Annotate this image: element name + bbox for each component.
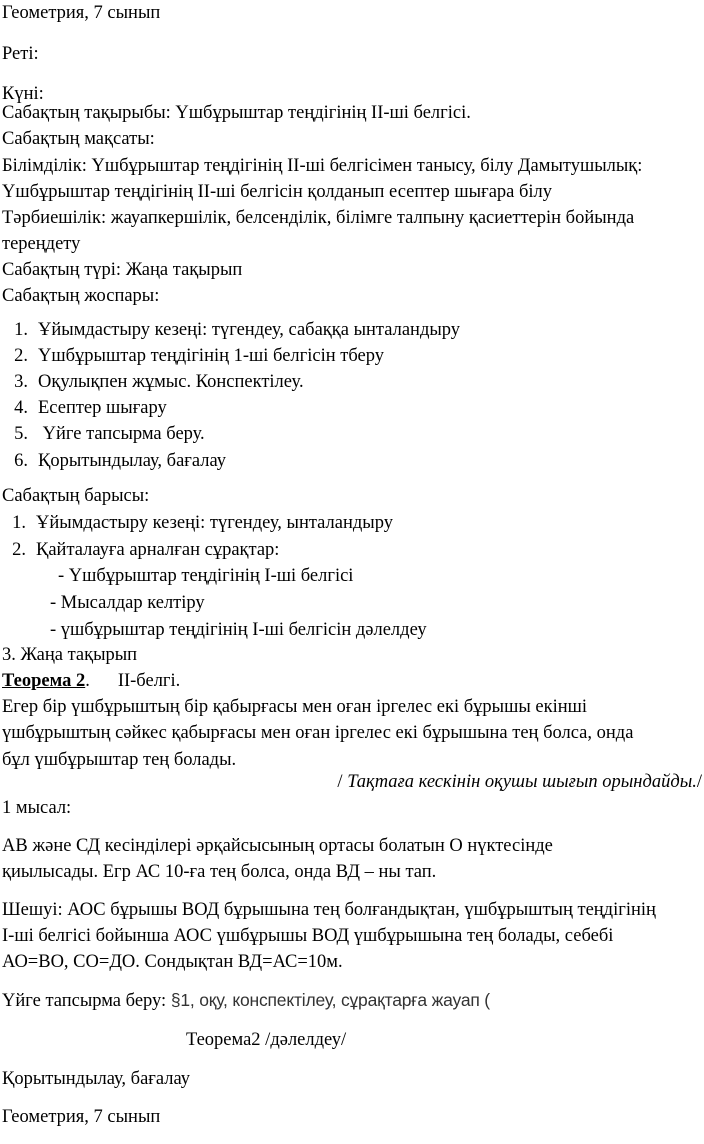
sub-item: - үшбұрыштар теңдігінің І-ші белгісін дәлелдеу	[50, 620, 427, 640]
theorem-heading: Теорема 2. II-белгі.	[2, 671, 181, 691]
sub-item: - Үшбұрыштар теңдігінің І-ші белгісі	[58, 566, 354, 586]
lesson-topic: Сабақтың тақырыбы: Үшбұрыштар теңдігінің II-ші белгісі.	[2, 103, 471, 123]
sub-item: - Мысалдар келтіру	[50, 593, 205, 613]
aim-knowledge-line1: Білімділік: Үшбұрыштар теңдігінің II-ші белгісімен танысу, білу Дамытушылық:	[2, 156, 643, 176]
solution-line3: АО=ВО, СО=ДО. Сондықтан ВД=АС=10м.	[2, 952, 343, 972]
lesson-type: Сабақтың түрі: Жаңа тақырып	[2, 260, 243, 280]
field-kuni: Күні:	[2, 84, 44, 104]
homework-line	[2, 989, 702, 1012]
homework-line2: Теорема2 /дәлелдеу/	[186, 1030, 347, 1050]
homework-text: §1, оқу, конспектілеу, сұрақтарға жауап (	[170, 990, 490, 1010]
aim-education-line1: Тәрбиешілік: жауапкершілік, белсенділік, білімге талпыну қасиеттерін бойында	[2, 208, 635, 228]
progress-label: Сабақтың барысы:	[2, 486, 150, 506]
homework-label: Үйге тапсырма беру:	[2, 991, 171, 1011]
aim-education-line2: тереңдету	[2, 234, 81, 254]
example-line2: қиылысады. Егр АС 10-ға тең болса, онда ВД – ны тап.	[2, 862, 437, 882]
solution-line1: Шешуі: АОС бұрышы ВОД бұрышына тең болғандықтан, үшбұрыштың теңдігінің	[2, 900, 656, 920]
example-line1: АВ және СД кесінділері әрқайсысының ортасы болатын О нүктесінде	[2, 836, 553, 856]
list-item: 4. Есептер шығару	[14, 398, 167, 418]
theorem-line1: Егер бір үшбұрыштың бір қабырғасы мен оған іргелес екі бұрышы екінші	[2, 697, 587, 717]
list-item: 6. Қорытындылау, бағалау	[14, 451, 227, 471]
document-title: Геометрия, 7 сынып	[2, 3, 161, 23]
list-item: 2. Қайталауға арналған сұрақтар:	[12, 540, 280, 560]
aim-knowledge-line2: Үшбұрыштар теңдігінің II-ші белгісін қолданып есептер шығара білу	[2, 182, 553, 202]
theorem-line2: үшбұрыштың сәйкес қабырғасы мен оған іргелес екі бұрышына тең болса, онда	[2, 723, 634, 743]
closing: Қорытындылау, бағалау	[2, 1069, 191, 1089]
theorem-label: Теорема 2	[2, 671, 86, 691]
list-item: 2. Үшбұрыштар теңдігінің 1-ші белгісін тберу	[14, 346, 384, 366]
list-item: 1. Ұйымдастыру кезеңі: түгендеу, сабаққа ынталандыру	[14, 320, 461, 340]
footer-title: Геометрия, 7 сынып	[2, 1107, 161, 1127]
new-topic: 3. Жаңа тақырып	[2, 645, 138, 665]
field-reti: Реті:	[2, 44, 39, 64]
board-note: / Тақтаға кескінін оқушы шығып орындайды./	[337, 772, 702, 792]
aims-label: Сабақтың мақсаты:	[2, 129, 155, 149]
theorem-line3: бұл үшбұрыштар тең болады.	[2, 750, 237, 770]
theorem-sign: II-белгі.	[117, 671, 181, 691]
list-item: 3. Оқулықпен жұмыс. Конспектілеу.	[14, 372, 304, 392]
list-item: 5. Үйге тапсырма беру.	[14, 424, 205, 444]
solution-line2: І-ші белгісі бойынша АОС үшбұрышы ВОД үшбұрышына тең болады, себебі	[2, 926, 614, 946]
plan-label: Сабақтың жоспары:	[2, 286, 160, 306]
example-label: 1 мысал:	[2, 798, 72, 818]
list-item: 1. Ұйымдастыру кезеңі: түгендеу, ынталандыру	[12, 513, 393, 533]
